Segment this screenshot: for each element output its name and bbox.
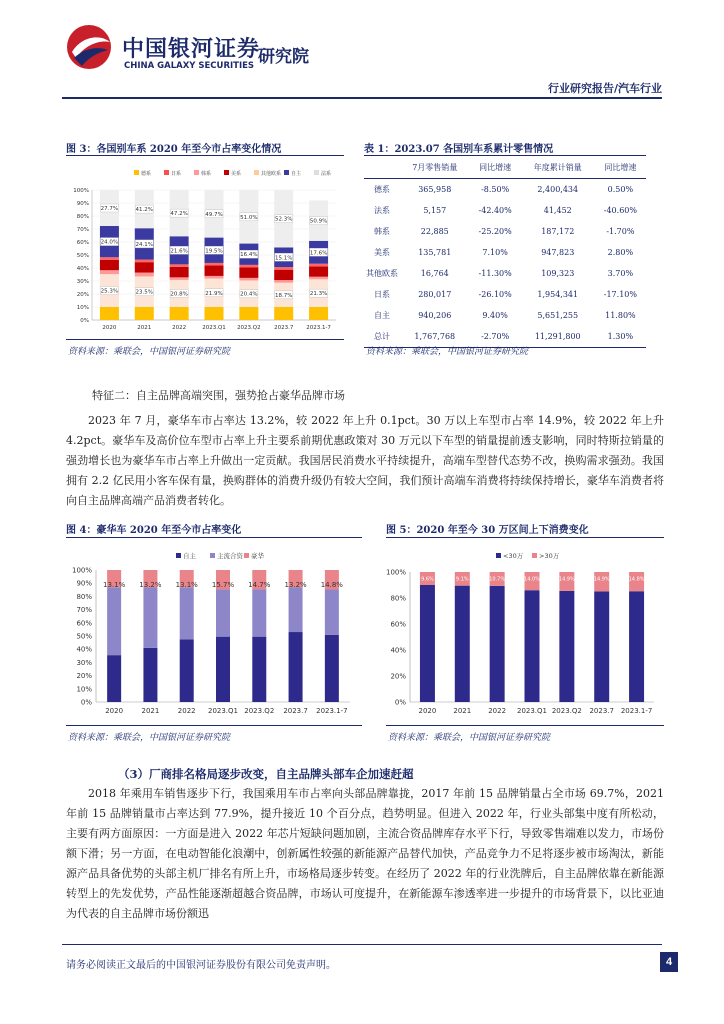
- fig5-chart: [386, 542, 664, 724]
- data-label: 52.3%: [274, 216, 293, 223]
- y-tick-label: 30%: [76, 279, 89, 285]
- table-row-label: 其他欧系: [366, 269, 398, 278]
- bar-segment: [274, 270, 293, 280]
- data-label: 14.8%: [628, 576, 645, 583]
- y-tick-label: 40%: [390, 646, 406, 655]
- x-tick-label: 2023.Q2: [551, 707, 582, 715]
- bar-segment: [252, 637, 266, 702]
- x-tick-label: 2023.7: [589, 707, 614, 715]
- y-tick-label: 60%: [390, 620, 406, 629]
- legend-swatch: [194, 170, 199, 175]
- y-tick-label: 70%: [76, 227, 89, 233]
- x-tick-label: 2021: [137, 325, 152, 331]
- table-cell: 16,764: [420, 269, 449, 278]
- data-label: 13.2%: [284, 581, 307, 590]
- table-cell: -17.10%: [603, 290, 637, 299]
- data-label: 21.9%: [205, 290, 223, 297]
- table-row: [364, 305, 646, 326]
- bar-segment: [170, 307, 189, 320]
- fig4-bottom-rule: [66, 725, 362, 726]
- fig4-chart: [66, 542, 362, 724]
- table1-title: 表 1：2023.07 各国别车系累计零售情况: [364, 144, 554, 155]
- data-label: 19.5%: [205, 248, 223, 255]
- y-tick-label: 10%: [76, 685, 92, 694]
- table-header-cell: 同比增速: [470, 156, 521, 179]
- logo-mark-icon: [64, 22, 114, 72]
- table-row-label: 日系: [374, 290, 390, 299]
- bar-segment: [205, 307, 224, 320]
- data-label: 51.0%: [240, 214, 258, 221]
- table-cell: 2,400,434: [537, 185, 579, 194]
- fig3-bottom-rule: [66, 339, 344, 340]
- table-row: [364, 263, 646, 284]
- legend-label: 德系: [141, 171, 152, 177]
- logo-text-en: CHINA GALAXY SECURITIES: [124, 61, 255, 71]
- table-cell: 1.30%: [595, 326, 646, 348]
- data-label: 25.3%: [100, 288, 119, 295]
- y-tick-label: 80%: [76, 592, 92, 601]
- bar-segment: [135, 262, 154, 272]
- bar-segment: [309, 307, 328, 320]
- logo-text-cn: 中国银河证券: [122, 37, 261, 62]
- table-cell: 2.80%: [607, 248, 634, 257]
- fig5-title: 图 5：2020 年至今 30 万区间上下消费变化: [386, 525, 589, 536]
- y-tick-label: 90%: [76, 201, 89, 207]
- legend-label: 豪华: [251, 552, 264, 560]
- x-tick-label: 2023.1-7: [306, 325, 331, 331]
- data-label: 14.9%: [558, 576, 575, 583]
- report-type: 行业研究报告/汽车行业: [547, 82, 662, 95]
- legend-swatch: [134, 170, 139, 175]
- x-tick-label: 2023.1-7: [620, 707, 653, 715]
- legend-swatch: [176, 553, 181, 558]
- x-tick-label: 2022: [177, 707, 196, 715]
- table-cell: -8.50%: [481, 185, 510, 194]
- x-tick-label: 2023.Q1: [516, 707, 548, 715]
- data-label: 49.7%: [205, 211, 223, 218]
- data-label: 21.3%: [309, 291, 328, 298]
- bar-segment: [180, 587, 194, 639]
- x-tick-label: 2020: [105, 707, 124, 715]
- bar-segment: [205, 276, 224, 279]
- data-label: 20.8%: [170, 291, 188, 298]
- data-label: 14.9%: [593, 576, 610, 583]
- legend-label: <30万: [503, 552, 524, 560]
- table-row: [364, 179, 646, 201]
- bar-segment: [274, 307, 293, 320]
- x-tick-label: 2020: [102, 325, 117, 331]
- bar-segment: [239, 278, 258, 281]
- table-row-label: 美系: [374, 248, 390, 257]
- table-row: [364, 221, 646, 242]
- bar-segment: [170, 264, 189, 267]
- bar-segment: [239, 265, 258, 268]
- x-tick-label: 2023.7: [283, 707, 308, 715]
- table-header-cell: 同比增速: [595, 156, 646, 179]
- table-cell: 7.10%: [482, 248, 508, 257]
- x-tick-label: 2022: [172, 325, 187, 331]
- paragraph-luxury: 2023 年 7 月，豪华车市占率达 13.2%，较 2022 年上升 0.1pct。30 万以上车型市占率 14.9%，较 2022 年上升 4.2pct。豪华车及高价位车型市占率上升主要系前期优惠政策对 30 万元以下车型的销量提前透支影响，同时特斯拉销量的强劲增长也为豪华车市占率上升做出一定贡献。我国居民消费水平持续提升，高端车型替代态势不改，换购需求强劲。我国拥有 2.2 亿民用小客车保有量，换购群体的消费升级仍有较大空间，我们预计高端车消费将持续保持增长，豪华车消费者将向自主品牌高端产品消费者转化。: [66, 414, 664, 507]
- logo: [64, 22, 114, 72]
- data-label: 14.8%: [320, 581, 343, 590]
- bar-segment: [107, 587, 121, 655]
- bar-segment: [274, 267, 293, 270]
- x-tick-label: 2023.1-7: [316, 707, 348, 715]
- section3-heading: （3）厂商排名格局逐步改变，自主品牌头部车企加速赶超: [118, 767, 414, 781]
- y-tick-label: 40%: [76, 266, 89, 272]
- legend-swatch: [244, 553, 249, 558]
- paragraph-ranking: 2018 年乘用车销售逐步下行，我国乘用车市占率向头部品牌靠拢，2017 年前 15 品牌销量占全市场 69.7%，2021 年前 15 品牌销量市占率达到 77.9%，提升接近 10 个百分点，趋势明显。但进入 2022 年，行业头部集中度有所松动，主要有两方面原因：一方面是进入 2022 年芯片短缺问题加剧，主流合资品牌库存水平下行，导致零售端难以发力，市场份额下滑；另一方面，在电动智能化浪潮中，创新属性较强的新能源产品替代加快，产品竞争力不足将逐步被市场淘汰，新能源产品具备优势的头部主机厂排名有所上升，市场格局逐步转变。在经历了 2022 年的行业洗牌后，自主品牌依靠在新能源转型上的先发优势，产品性能逐渐超越合资品牌，市场认可度提升，在新能源车渗透率进一步提升的市场背景下，以比亚迪为代表的自主品牌市场份额迅: [66, 787, 664, 920]
- bar-segment: [205, 263, 224, 266]
- disclaimer: 请务必阅读正文最后的中国银河证券股份有限公司免责声明。: [66, 960, 336, 971]
- y-tick-label: 50%: [76, 632, 92, 641]
- table-header-cell: 年度累计销量: [521, 156, 595, 179]
- x-tick-label: 2023.Q2: [237, 325, 261, 331]
- data-label: 9.1%: [455, 576, 469, 583]
- table-cell: 5,651,255: [537, 311, 579, 320]
- bar-segment: [289, 632, 303, 702]
- bar-segment: [559, 591, 574, 702]
- data-label: 41.2%: [135, 207, 154, 214]
- institute-name: 研究院: [258, 47, 309, 67]
- bar-segment: [455, 586, 470, 702]
- table-cell: 9.40%: [482, 311, 508, 320]
- bar-segment: [135, 307, 154, 320]
- x-tick-label: 2022: [488, 707, 507, 715]
- table-cell: 1,954,341: [537, 290, 579, 299]
- table-cell: 280,017: [418, 290, 452, 299]
- data-label: 24.1%: [135, 241, 154, 248]
- y-tick-label: 40%: [76, 645, 92, 654]
- legend-swatch: [314, 170, 319, 175]
- legend-label: >30万: [539, 552, 560, 560]
- y-tick-label: 90%: [76, 579, 92, 588]
- y-tick-label: 60%: [76, 619, 92, 628]
- x-tick-label: 2023.Q2: [244, 707, 275, 715]
- y-tick-label: 100%: [386, 568, 406, 577]
- bar-segment: [239, 307, 258, 320]
- bar-segment: [100, 257, 119, 260]
- data-label: 20.4%: [240, 291, 258, 298]
- bar-segment: [107, 655, 121, 702]
- table-row-label: 自主: [374, 311, 390, 320]
- data-label: 13.2%: [139, 581, 162, 590]
- table-cell: 135,781: [418, 248, 452, 257]
- table-cell: 187,172: [541, 227, 575, 236]
- data-label: 27.7%: [100, 206, 119, 213]
- table-cell: -26.10%: [478, 290, 512, 299]
- y-tick-label: 60%: [76, 240, 89, 246]
- bar-segment: [143, 587, 157, 647]
- bar-segment: [325, 590, 339, 635]
- table1: [364, 156, 646, 348]
- fig3-source: 资料来源：乘联会，中国银河证券研究院: [68, 347, 231, 357]
- bar-segment: [180, 639, 194, 702]
- y-tick-label: 10%: [76, 305, 89, 311]
- bar-segment: [525, 590, 540, 702]
- legend-swatch: [532, 553, 537, 558]
- data-label: 17.6%: [309, 250, 328, 257]
- data-label: 21.6%: [170, 248, 188, 255]
- table-cell: -25.20%: [478, 227, 512, 236]
- data-label: 24.0%: [100, 239, 119, 246]
- fig5-title-rule: [386, 537, 664, 538]
- data-label: 9.6%: [421, 576, 434, 583]
- table-row: [364, 242, 646, 263]
- bar-segment: [309, 277, 328, 280]
- y-tick-label: 50%: [76, 253, 89, 259]
- table-cell: 11.80%: [605, 311, 636, 320]
- table-row-label: 韩系: [374, 227, 390, 236]
- data-label: 18.7%: [274, 292, 293, 299]
- y-tick-label: 20%: [76, 672, 92, 681]
- x-tick-label: 2023.Q1: [202, 325, 226, 331]
- table-cell: -2.70%: [470, 326, 521, 348]
- fig3-title-rule: [66, 155, 344, 156]
- table-header-cell: [364, 156, 400, 179]
- legend-swatch: [210, 553, 215, 558]
- bar-segment: [100, 270, 119, 274]
- fig4-title-rule: [66, 537, 362, 538]
- data-label: 23.5%: [135, 289, 154, 296]
- table-cell: 41,452: [543, 206, 572, 215]
- legend-swatch: [496, 553, 501, 558]
- footer-divider: [62, 944, 662, 945]
- bar-segment: [205, 266, 224, 276]
- bar-segment: [490, 586, 505, 702]
- bar-segment: [309, 264, 328, 267]
- x-tick-label: 2021: [141, 707, 160, 715]
- bar-segment: [274, 280, 293, 283]
- table1-source: 资料来源：乘联会，中国银河证券研究院: [366, 347, 529, 357]
- y-tick-label: 70%: [76, 606, 92, 615]
- table-cell: 109,323: [541, 269, 575, 278]
- legend-label: 美系: [231, 171, 242, 177]
- table-cell: 11,291,800: [521, 326, 595, 348]
- table-cell: 3.70%: [607, 269, 634, 278]
- legend-label: 其他欧系: [261, 171, 282, 177]
- fig5-bottom-rule: [386, 725, 664, 726]
- x-tick-label: 2021: [453, 707, 472, 715]
- bar-segment: [216, 589, 230, 636]
- bar-segment: [325, 635, 339, 702]
- legend-swatch: [254, 170, 259, 175]
- legend-label: 韩系: [201, 171, 212, 177]
- bar-segment: [594, 591, 609, 702]
- y-tick-label: 30%: [76, 658, 92, 667]
- table-row: [364, 200, 646, 221]
- table-cell: 1,767,768: [400, 326, 470, 348]
- x-tick-label: 2020: [418, 707, 437, 715]
- bar-segment: [216, 637, 230, 702]
- table-cell: 5,157: [423, 206, 447, 215]
- fig3-chart: [66, 160, 344, 338]
- bar-segment: [420, 585, 435, 702]
- table-header-cell: 7月零售销量: [400, 156, 470, 179]
- bar-segment: [629, 591, 644, 702]
- data-label: 16.4%: [240, 252, 258, 259]
- table-row-label: 法系: [374, 206, 390, 215]
- data-label: 10.7%: [489, 576, 506, 583]
- y-tick-label: 80%: [390, 594, 406, 603]
- table-cell: -40.60%: [603, 206, 637, 215]
- table-cell: 940,206: [418, 311, 452, 320]
- fig3-title: 图 3：各国别车系 2020 年至今市占率变化情况: [66, 144, 282, 155]
- table-row-label: 德系: [374, 185, 390, 194]
- legend-label: 日系: [171, 171, 182, 177]
- data-label: 15.1%: [274, 255, 293, 262]
- legend-label: 法系: [321, 171, 332, 177]
- data-label: 13.1%: [103, 581, 126, 590]
- table-header-row: [364, 156, 646, 179]
- x-tick-label: 2023.Q1: [207, 707, 239, 715]
- legend-swatch: [284, 170, 289, 175]
- feature2-heading: 特征二：自主品牌高端突围，强势抢占豪华品牌市场: [92, 389, 345, 402]
- legend-swatch: [164, 170, 169, 175]
- bar-segment: [289, 587, 303, 632]
- table-cell: -11.30%: [478, 269, 512, 278]
- y-tick-label: 20%: [390, 672, 406, 681]
- bar-segment: [135, 273, 154, 277]
- data-label: 14.0%: [524, 576, 540, 583]
- data-label: 14.7%: [248, 581, 271, 590]
- bar-segment: [100, 260, 119, 270]
- y-tick-label: 0%: [80, 318, 89, 324]
- bar-segment: [309, 266, 328, 276]
- bar-segment: [135, 260, 154, 263]
- table-cell: 365,958: [418, 185, 452, 194]
- x-tick-label: 2023.7: [274, 325, 294, 331]
- page-number: 4: [660, 952, 678, 972]
- table-row: [364, 284, 646, 305]
- data-label: 13.1%: [175, 581, 198, 590]
- y-tick-label: 100%: [73, 188, 89, 194]
- table-cell: 22,885: [420, 227, 449, 236]
- legend-label: 主流合资: [217, 552, 243, 560]
- bar-segment: [252, 589, 266, 636]
- bar-segment: [100, 307, 119, 320]
- header-divider: [62, 97, 662, 99]
- fig4-title: 图 4：豪华车 2020 年至今市占率变化: [66, 525, 242, 536]
- table1-grid: [364, 156, 646, 348]
- fig4-source: 资料来源：乘联会，中国银河证券研究院: [68, 733, 231, 743]
- table-cell: -1.70%: [606, 227, 635, 236]
- y-tick-label: 0%: [80, 698, 92, 707]
- legend-label: 自主: [291, 171, 302, 177]
- bar-segment: [170, 277, 189, 280]
- bar-segment: [143, 648, 157, 702]
- data-label: 50.9%: [309, 218, 328, 225]
- table-row-label: 总计: [364, 326, 400, 348]
- y-tick-label: 80%: [76, 214, 89, 220]
- legend-label: 自主: [183, 552, 196, 560]
- legend-swatch: [224, 170, 229, 175]
- table-cell: -42.40%: [478, 206, 512, 215]
- table-cell: 947,823: [541, 248, 575, 257]
- bar-segment: [170, 267, 189, 277]
- bar-segment: [239, 267, 258, 277]
- y-tick-label: 20%: [76, 292, 89, 298]
- y-tick-label: 100%: [71, 566, 92, 575]
- table-cell: 0.50%: [607, 185, 634, 194]
- y-tick-label: 0%: [394, 698, 406, 707]
- data-label: 47.2%: [170, 211, 188, 218]
- data-label: 15.7%: [211, 581, 235, 590]
- fig5-source: 资料来源：乘联会，中国银河证券研究院: [388, 733, 551, 743]
